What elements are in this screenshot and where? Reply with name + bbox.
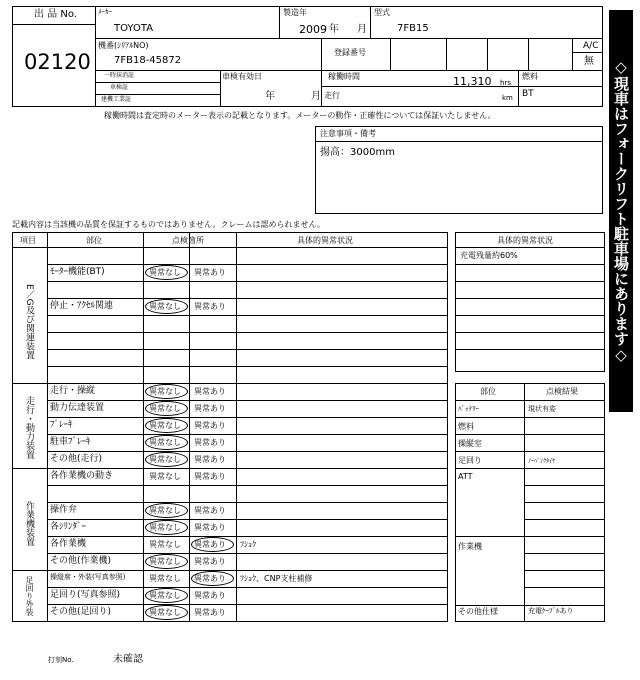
row-part: 操縦席・外装(写真参照) (50, 573, 126, 581)
stamp-value: 未確認 (113, 654, 143, 665)
row-ng-option[interactable]: 異常あり (194, 506, 226, 515)
row-ng-option[interactable]: 異常あり (194, 540, 226, 549)
row-ok-option[interactable]: 異常なし (149, 387, 181, 396)
row-ok-option[interactable]: 異常なし (149, 557, 181, 566)
row-ok-option[interactable]: 異常なし (149, 574, 181, 583)
circle-ok-mark (145, 605, 188, 620)
row-ng-option[interactable]: 異常あり (194, 455, 226, 464)
inspect-label: 車検有効日 (222, 72, 262, 81)
category-travel: 走行・動力装置 (24, 395, 34, 459)
row-part: 各作業機の動き (50, 471, 114, 481)
serial-label: 機番(ｼﾘｱﾙNO) (98, 41, 149, 50)
hours-unit: hrs (500, 79, 511, 87)
att-label: ATT (458, 472, 473, 481)
circle-ok-mark (145, 265, 188, 280)
travel-unit: km (502, 94, 513, 102)
row-part: その他(走行) (50, 454, 103, 464)
other-spec-label: その他仕様 (458, 607, 498, 616)
row-detail: ﾌｼｮｸ、CNP支柱補修 (240, 574, 313, 583)
maker-value: TOYOTA (114, 23, 154, 34)
row-part: その他(足回り) (50, 607, 112, 617)
row-ok-option[interactable]: 異常なし (149, 302, 181, 311)
circle-ok-mark (145, 452, 188, 467)
inspect-year: 年 (265, 91, 275, 102)
hours-label: 稼働時間 (328, 72, 360, 81)
circle-ok-mark (145, 401, 188, 416)
row-ng-option[interactable]: 異常あり (194, 591, 226, 600)
row-ng-option[interactable]: 異常あり (194, 472, 226, 481)
row-ng-option[interactable]: 異常あり (194, 387, 226, 396)
row-part: 駐車ﾌﾞﾚｰｷ (50, 437, 91, 447)
circle-ok-mark (145, 418, 188, 433)
serial-value: 7FB18-45872 (114, 55, 182, 66)
row-ng-option[interactable]: 異常あり (194, 438, 226, 447)
circle-ng-mark (191, 537, 234, 552)
fuel-label: 燃料 (522, 72, 538, 81)
row-part: 停止・ｱｸｾﾙ関連 (50, 301, 114, 311)
row1-label: 一時抹消証 (104, 72, 135, 79)
row-part: 各ｼﾘﾝﾀﾞｰ (50, 522, 87, 532)
year-label: 製造年 (283, 8, 307, 17)
row2-label: 車検証 (110, 84, 129, 91)
notes-value: 揚高：3000mm (320, 147, 395, 158)
row-part: 動力伝達装置 (50, 403, 105, 413)
circle-ok-mark (145, 299, 188, 314)
row-part: ﾌﾞﾚｰｷ (50, 420, 73, 430)
row3-label: 建機工業証 (101, 96, 132, 103)
circle-ok-mark (145, 384, 188, 399)
row-part: 操作弁 (50, 505, 78, 515)
hours-value: 11,310 (453, 75, 492, 88)
lot-label: 出 品 No. (34, 9, 77, 20)
row-ok-option[interactable]: 異常なし (149, 506, 181, 515)
row-ok-option[interactable]: 異常なし (149, 608, 181, 617)
other-spec-value: 充電ｹｰﾌﾞﾙあり (528, 607, 574, 615)
ac-label: A/C (583, 41, 599, 51)
foot-result-label: 足回り (458, 456, 482, 465)
foot-result-value: ﾉｰﾊﾟﾝｸﾀｲﾔ (528, 458, 556, 465)
row-ng-option[interactable]: 異常あり (194, 523, 226, 532)
year-unit: 年 (329, 24, 339, 35)
model-label: 型式 (374, 8, 390, 17)
row-ng-option[interactable]: 異常あり (194, 268, 226, 277)
right-detail-line1: 充電残量約60% (460, 251, 518, 260)
row-ng-option[interactable]: 異常あり (194, 421, 226, 430)
side-banner: ◇現車はフォークリフト駐車場にあります◇ (609, 10, 633, 412)
row-part: 足回り(写真参照) (50, 590, 121, 600)
row-ok-option[interactable]: 異常なし (149, 421, 181, 430)
row-ok-option[interactable]: 異常なし (149, 455, 181, 464)
model-value: 7FB15 (397, 23, 429, 34)
travel-label: 走行 (324, 91, 340, 100)
row-ng-option[interactable]: 異常あり (194, 302, 226, 311)
row-ok-option[interactable]: 異常なし (149, 591, 181, 600)
fuel-result-label: 燃料 (458, 422, 474, 431)
circle-ok-mark (145, 554, 188, 569)
col-detail: 具体的異常状況 (297, 236, 353, 245)
circle-ok-mark (145, 520, 188, 535)
category-foot: 足回り外装 (25, 576, 34, 616)
lot-number: 02120 (24, 50, 91, 74)
row-ng-option[interactable]: 異常あり (194, 404, 226, 413)
col-part: 部位 (86, 236, 102, 245)
row-detail: ﾌｼｮｸ (240, 540, 256, 549)
row-part: ﾓｰﾀｰ機能(BT) (50, 267, 105, 277)
category-work: 作業機装置 (24, 500, 34, 546)
result-col-part: 部位 (480, 387, 496, 396)
right-detail-header: 具体的異常状況 (497, 236, 553, 245)
row-ok-option[interactable]: 異常なし (149, 472, 181, 481)
col-check: 点検箇所 (172, 236, 204, 245)
maker-label: ﾒｰｶｰ (98, 8, 112, 16)
row-ng-option[interactable]: 異常あり (194, 574, 226, 583)
row-ok-option[interactable]: 異常なし (149, 404, 181, 413)
row-ok-option[interactable]: 異常なし (149, 268, 181, 277)
quality-disclaimer: 記載内容は当該機の品質を保証するものではありません。クレームは認められません。 (12, 220, 325, 229)
fuel-value: BT (522, 89, 534, 99)
work-result-label: 作業機 (458, 542, 482, 551)
battery-label: ﾊﾞｯﾃﾘｰ (458, 405, 479, 413)
inspect-month: 月 (311, 91, 321, 102)
row-part: 各作業機 (50, 539, 87, 549)
circle-ok-mark (145, 588, 188, 603)
battery-value: 現状有姿 (528, 405, 556, 413)
row-ok-option[interactable]: 異常なし (149, 523, 181, 532)
result-col-result: 点検結果 (546, 387, 578, 396)
hours-disclaimer: 稼働時間は査定時のメーター表示の記載となります。メーターの動作・正確性については保証いたしません。 (104, 111, 496, 120)
notes-label: 注意事項・備考 (320, 129, 376, 138)
notes-box (315, 126, 603, 214)
stamp-label: 打刻No. (48, 656, 74, 664)
ac-value: 無 (584, 56, 594, 67)
row-ng-option[interactable]: 異常あり (194, 557, 226, 566)
circle-ng-mark (191, 571, 234, 586)
row-ng-option[interactable]: 異常あり (194, 608, 226, 617)
circle-ok-mark (145, 503, 188, 518)
year-value: 2009 (299, 23, 327, 36)
row-ok-option[interactable]: 異常なし (149, 438, 181, 447)
reg-label: 登録番号 (334, 48, 366, 57)
circle-ok-mark (145, 435, 188, 450)
category-engine: E／G及び関連装置 (24, 284, 34, 360)
month-unit: 月 (357, 24, 367, 35)
row-ok-option[interactable]: 異常なし (149, 540, 181, 549)
cab-label: 操縦室 (458, 439, 482, 448)
row-part: 走行・操縦 (50, 386, 96, 396)
row-part: その他(作業機) (50, 556, 112, 566)
col-item: 項目 (20, 236, 36, 245)
